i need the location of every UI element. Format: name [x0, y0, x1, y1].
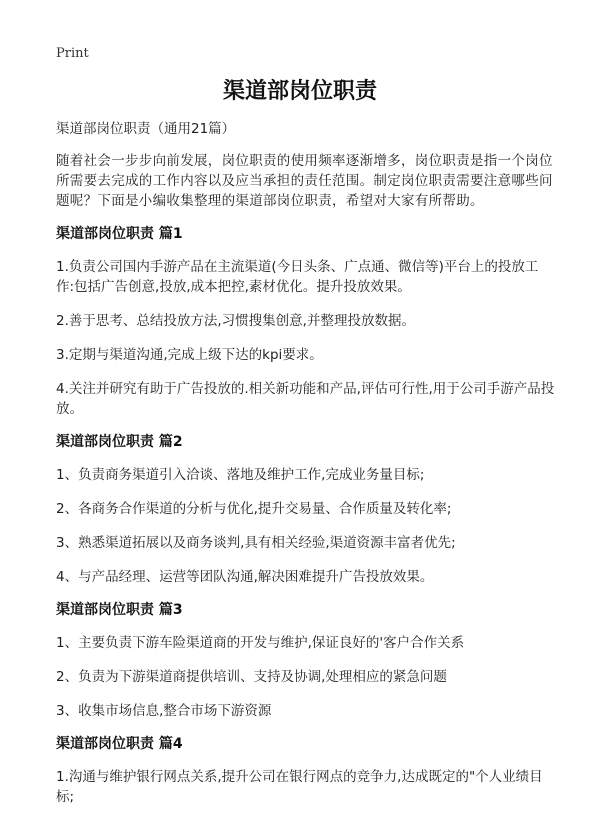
- list-item: 2.善于思考、总结投放方法,习惯搜集创意,并整理投放数据。: [56, 313, 415, 329]
- section-heading: 渠道部岗位职责 篇2: [56, 434, 183, 450]
- print-link[interactable]: Print: [56, 46, 89, 61]
- section-1: [56, 225, 556, 419]
- page-title: 渠道部岗位职责: [222, 79, 377, 104]
- list-item: 4.关注并研究有助于广告投放的.相关新功能和产品,评估可行性,用于公司手游产品投放。: [56, 381, 555, 417]
- document-subtitle: 渠道部岗位职责（通用21篇）: [56, 121, 236, 137]
- list-item: 1.沟通与维护银行网点关系,提升公司在银行网点的竞争力,达成既定的"个人业绩目标;: [56, 769, 543, 805]
- list-item: 3、收集市场信息,整合市场下游资源: [56, 703, 272, 719]
- list-item: 3、熟悉渠道拓展以及商务谈判,具有相关经验,渠道资源丰富者优先;: [56, 535, 456, 551]
- section-heading: 渠道部岗位职责 篇1: [56, 226, 183, 242]
- list-item: 1.负责公司国内手游产品在主流渠道(今日头条、广点通、微信等)平台上的投放工作:包括广告创意,投放,成本把控,素材优化。提升投放效果。: [56, 259, 539, 295]
- section-2: [56, 433, 556, 587]
- list-item: 1、负责商务渠道引入洽谈、落地及维护工作,完成业务量目标;: [56, 467, 425, 483]
- list-item: 1、主要负责下游车险渠道商的开发与维护,保证良好的'客户合作关系: [56, 635, 465, 651]
- document-body: [56, 120, 556, 821]
- list-item: 4、与产品经理、运营等团队沟通,解决困难提升广告投放效果。: [56, 569, 434, 585]
- section-heading: 渠道部岗位职责 篇4: [56, 736, 183, 752]
- section-4: [56, 735, 556, 807]
- section-heading: 渠道部岗位职责 篇3: [56, 602, 183, 618]
- list-item: 3.定期与渠道沟通,完成上级下达的kpi要求。: [56, 347, 323, 363]
- section-3: [56, 601, 556, 721]
- intro-paragraph: 随着社会一步步向前发展，岗位职责的使用频率逐渐增多，岗位职责是指一个岗位所需要去完成的工作内容以及应当承担的责任范围。制定岗位职责需要注意哪些问题呢？下面是小编收集整理的渠道部岗位职责，希望对大家有所帮助。: [56, 153, 553, 209]
- list-item: 2、各商务合作渠道的分析与优化,提升交易量、合作质量及转化率;: [56, 501, 452, 517]
- list-item: 2、负责为下游渠道商提供培训、支持及协调,处理相应的紧急问题: [56, 669, 447, 685]
